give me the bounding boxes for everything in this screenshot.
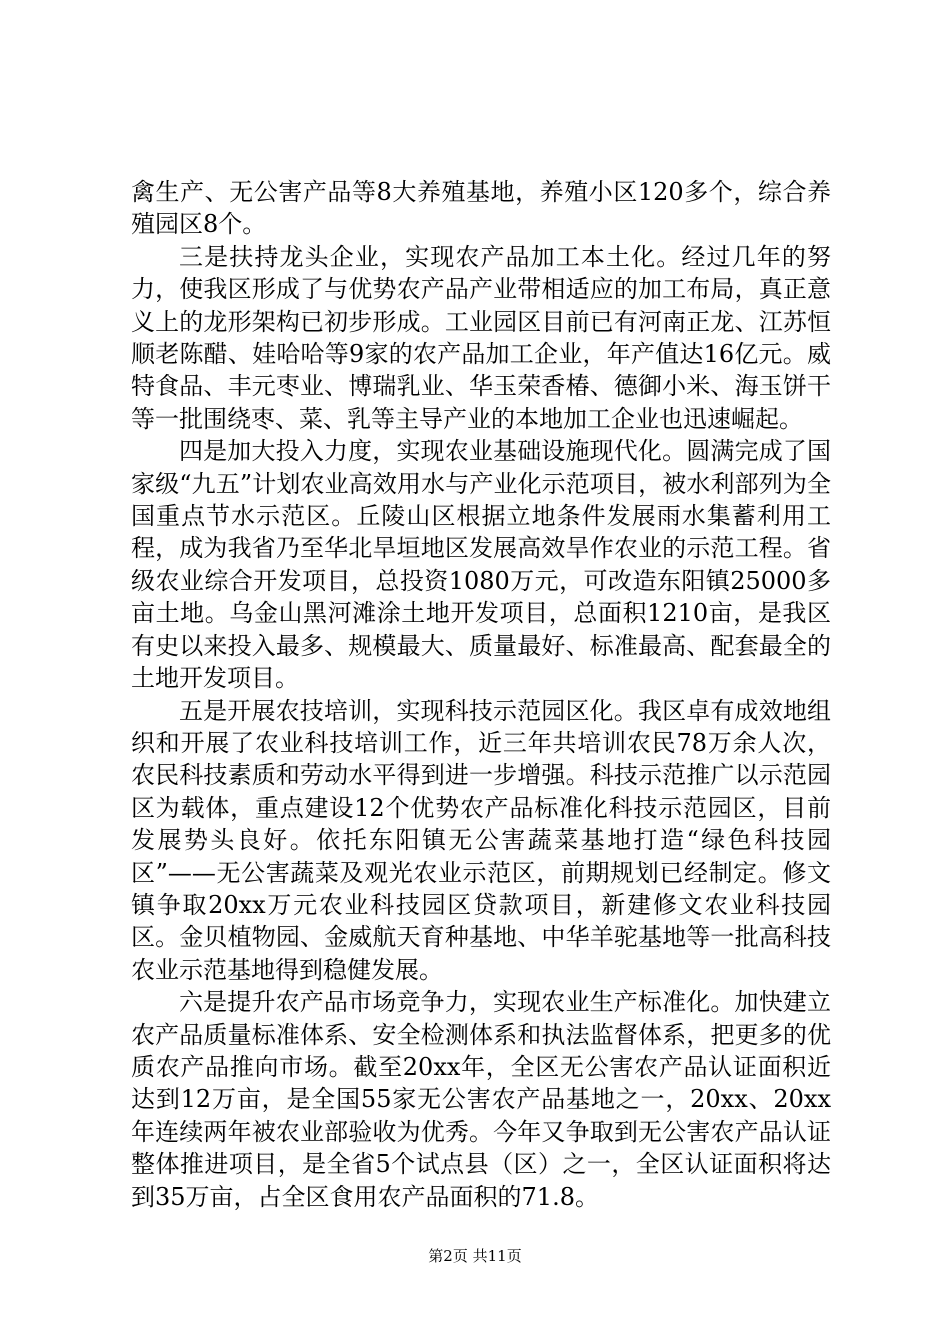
page-footer: [0, 1245, 950, 1266]
page-number-label: 第2页 共11页: [428, 1247, 522, 1265]
paragraph-5: 六是提升农产品市场竞争力，实现农业生产标准化。加快建立农产品质量标准体系、安全检测体系和执法监督体系，把更多的优质农产品推向市场。截至20xx年，全区无公害农产品认证面积近达到12万亩，是全国55家无公害农产品基地之一，20xx、20xx年连续两年被农业部验收为优秀。今年又争取到无公害农产品认证整体推进项目，是全省5个试点县（区）之一，全区认证面积将达到35万亩，占全区食用农产品面积的71.8。: [131, 988, 831, 1211]
paragraph-3: 四是加大投入力度，实现农业基础设施现代化。圆满完成了国家级“九五”计划农业高效用水与产业化示范项目，被水利部列为全国重点节水示范区。丘陵山区根据立地条件发展雨水集蓄利用工程，成为我省乃至华北旱垣地区发展高效旱作农业的示范工程。省级农业综合开发项目，总投资1080万元，可改造东阳镇25000多亩土地。乌金山黑河滩涂土地开发项目，总面积1210亩，是我区有史以来投入最多、规模最大、质量最好、标准最高、配套最全的土地开发项目。: [131, 437, 831, 693]
paragraph-2: 三是扶持龙头企业，实现农产品加工本土化。经过几年的努力，使我区形成了与优势农产品产业带相适应的加工布局，真正意义上的龙形架构已初步形成。工业园区目前已有河南正龙、江苏恒顺老陈醋、娃哈哈等9家的农产品加工企业，年产值达16亿元。威特食品、丰元枣业、博瑞乳业、华玉荣香椿、德御小米、海玉饼干等一批围绕枣、菜、乳等主导产业的本地加工企业也迅速崛起。: [131, 242, 831, 433]
paragraph-4: 五是开展农技培训，实现科技示范园区化。我区卓有成效地组织和开展了农业科技培训工作，近三年共培训农民78万余人次，农民科技素质和劳动水平得到进一步增强。科技示范推广以示范园区为载体，重点建设12个优势农产品标准化科技示范园区，目前发展势头良好。依托东阳镇无公害蔬菜基地打造“绿色科技园区”——无公害蔬菜及观光农业示范区，前期规划已经制定。修文镇争取20xx万元农业科技园区贷款项目，新建修文农业科技园区。金贝植物园、金威航天育种基地、中华羊驼基地等一批高科技农业示范基地得到稳健发展。: [131, 696, 831, 984]
paragraph-1: 禽生产、无公害产品等8大养殖基地，养殖小区120多个，综合养殖园区8个。: [131, 178, 831, 239]
document-body: [131, 176, 831, 1213]
